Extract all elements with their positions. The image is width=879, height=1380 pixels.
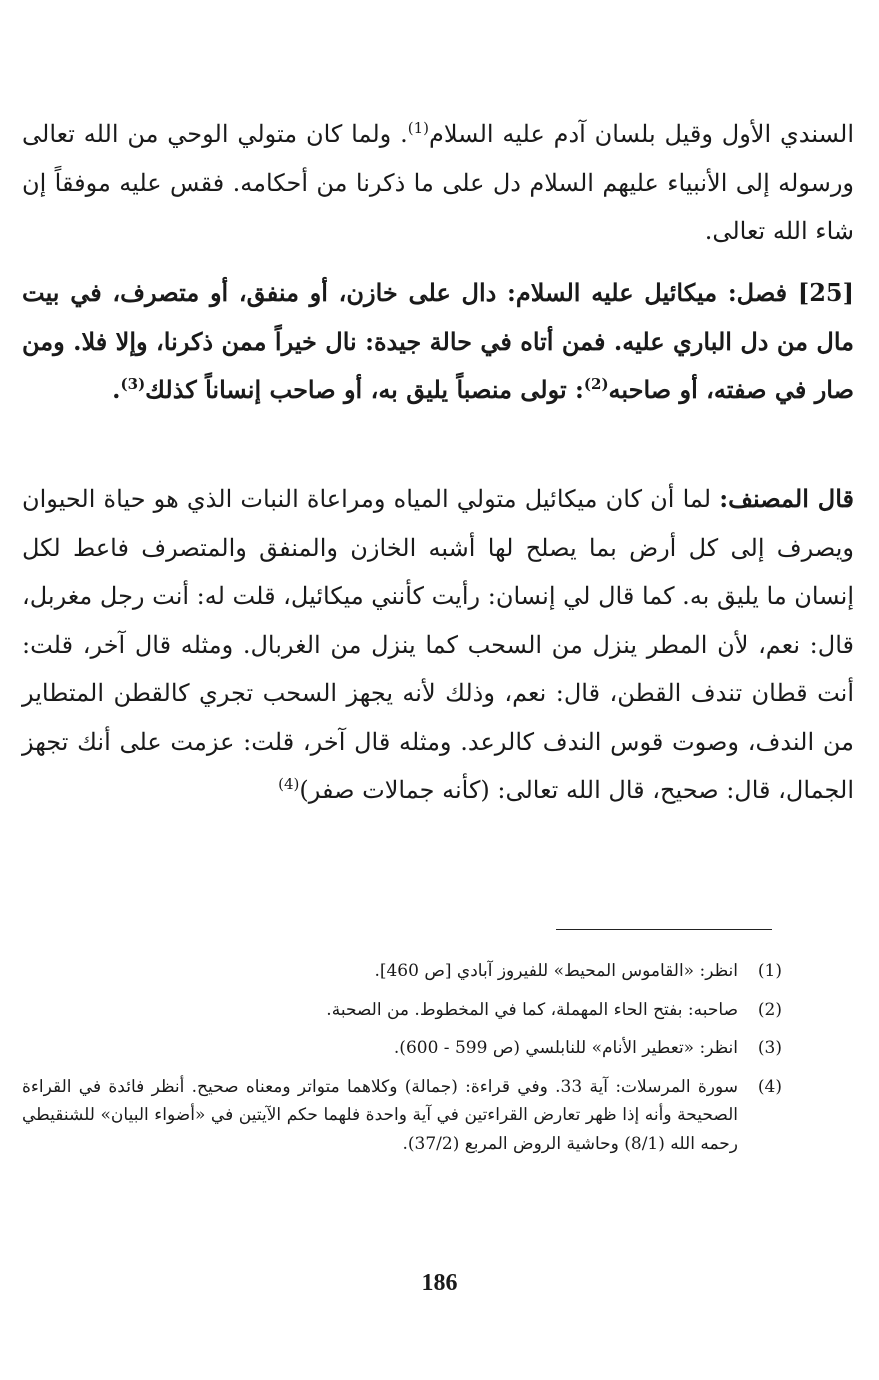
footnote-text: صاحبه: بفتح الحاء المهملة، كما في المخطوط. من الصحبة. bbox=[326, 999, 738, 1020]
section-heading: فصل: bbox=[727, 278, 788, 307]
paragraph-3 bbox=[22, 475, 854, 815]
footnote-item bbox=[22, 957, 782, 986]
section-number: [25] bbox=[797, 278, 854, 307]
paragraph-2-text-c: . bbox=[112, 375, 121, 404]
footnote-number: (1) bbox=[757, 961, 782, 981]
paragraph-3-text-a: لما أن كان ميكائيل متولي المياه ومراعاة النبات الذي هو حياة الحيوان ويصرف إلى كل أرض بما يصلح لها أشبه الخازن والمنفق والمتصرف فاعط لكل إنسان ما يليق به. كما قال لي إنسان: رأيت كأنني ميكائيل، قلت له: أنت رجل مغربل، قال: نعم، لأن المطر ينزل من السحب كما ينزل من الغربال. ومثله قال آخر، قلت: أنت قطان تندف القطن، قال: نعم، وذلك لأنه يجهز السحب تجري كالقطن المتطاير من الندف، وصوت قوس الندف كالرعد. ومثله قال آخر، قلت: عزمت على أنك تجهز الجمال، قال: صحيح، قال الله تعالى: (كأنه جمالات صفر) bbox=[21, 485, 854, 804]
footnote-number: (4) bbox=[757, 1076, 782, 1097]
footnote-ref-2[interactable]: (2) bbox=[583, 375, 609, 393]
footnote-number: (2) bbox=[757, 999, 782, 1020]
paragraph-1 bbox=[22, 110, 854, 256]
paragraph-2-text-b: : تولى منصباً يليق به، أو صاحب إنساناً كذلك bbox=[145, 375, 584, 404]
footnote-divider bbox=[556, 929, 772, 930]
footnote-ref-1[interactable]: (1) bbox=[407, 119, 429, 137]
paragraph-2-text-a: ميكائيل عليه السلام: دال على خازن، أو منفق، أو متصرف، في بيت مال من دل الباري عليه. فمن أتاه في حالة جيدة: نال خيراً ممن ذكرنا، وإلا فلا. ومن صار في صفته، أو صاحبه bbox=[22, 278, 854, 404]
footnote-item bbox=[22, 1034, 782, 1063]
footnote-number: (3) bbox=[757, 1038, 782, 1058]
page-number: 186 bbox=[421, 1270, 458, 1296]
footnote-ref-3[interactable]: (3) bbox=[120, 375, 146, 393]
footnote-item bbox=[22, 1073, 782, 1159]
footnote-item bbox=[22, 996, 782, 1025]
author-lead: قال المصنف: bbox=[719, 484, 854, 513]
footnote-text: انظر: «تعطير الأنام» للنابلسي (ص 599 - 600). bbox=[393, 1038, 738, 1058]
paragraph-1-text-b: . ولما كان متولي الوحي من الله تعالى ورسوله إلى الأنبياء عليهم السلام دل على ما ذكرنا من أحكامه. فقس عليه موفقاً إن شاء الله تعالى. bbox=[22, 120, 854, 245]
footnotes-list bbox=[22, 957, 782, 1168]
paragraph-1-text-a: السندي الأول وقيل بلسان آدم عليه السلام bbox=[429, 120, 854, 148]
paragraph-2 bbox=[22, 269, 854, 415]
footnote-text: انظر: «القاموس المحيط» للفيروز آبادي [ص 460]. bbox=[374, 961, 738, 981]
footnote-ref-4[interactable]: (4) bbox=[278, 775, 300, 793]
footnote-text: سورة المرسلات: آية 33. وفي قراءة: (جمالة) وكلاهما متواتر ومعناه صحيح. أنظر فائدة في القراءة الصحيحة وأنه إذا ظهر تعارض القراءتين في آية واحدة فلهما حكم الآيتين في «أضواء البيان» للشنقيطي رحمه الله (8/1) وحاشية الروض المربع (37/2). bbox=[22, 1076, 738, 1154]
